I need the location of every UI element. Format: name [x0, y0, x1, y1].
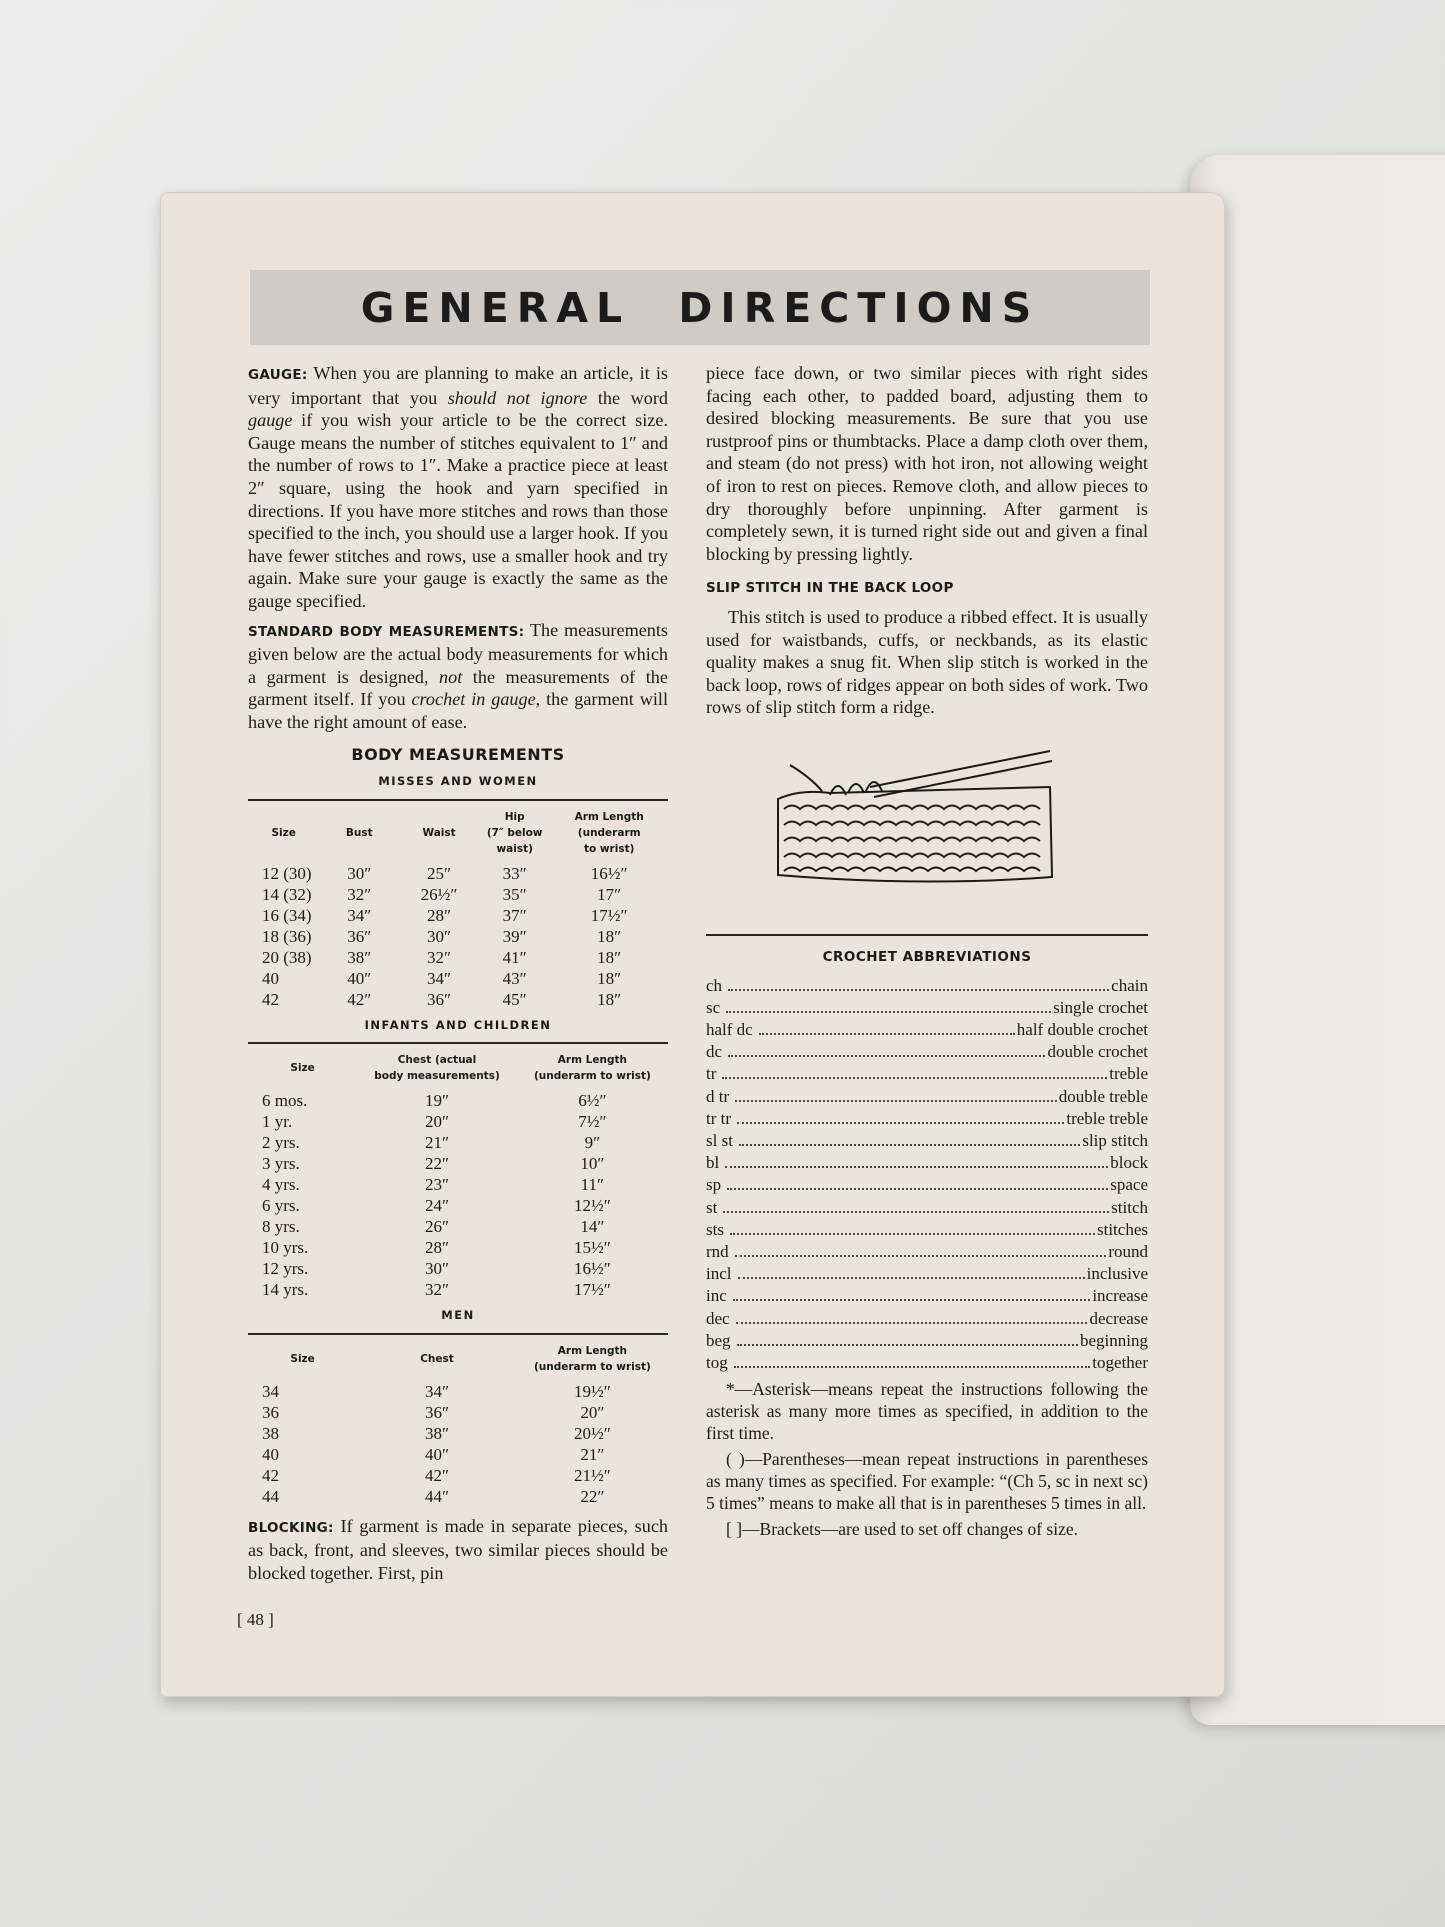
table-cell: 4 yrs. — [262, 1175, 300, 1195]
abbreviation-code: half dc — [706, 1019, 753, 1039]
table-cell: 44″ — [424, 1486, 450, 1506]
abbreviation-meaning: stitch — [1111, 1197, 1148, 1217]
table-row — [248, 1279, 668, 1300]
table-cell: 36″ — [424, 1402, 450, 1422]
dot-leader — [734, 1366, 1091, 1368]
page-title: GENERAL DIRECTIONS — [360, 283, 1040, 332]
abbreviation-meaning: round — [1108, 1241, 1148, 1261]
infants-measurements-table — [248, 1048, 668, 1300]
dot-leader — [728, 989, 1109, 991]
table-row — [248, 863, 668, 884]
dot-leader — [725, 1166, 1108, 1168]
abbreviation-code: dec — [706, 1308, 730, 1328]
abbreviation-code: beg — [706, 1330, 731, 1350]
slip-stitch-heading: SLIP STITCH IN THE BACK LOOP — [706, 580, 954, 597]
dot-leader — [737, 1122, 1064, 1124]
table-row — [248, 968, 668, 989]
dot-leader — [727, 1188, 1108, 1190]
abbreviation-code: st — [706, 1197, 718, 1217]
misses-header-waist: Waist — [422, 826, 456, 839]
table-row — [248, 1258, 668, 1279]
standard-emphasis-2: crochet in gauge, — [411, 689, 541, 710]
dot-leader — [735, 1255, 1107, 1257]
table-row — [248, 1486, 668, 1507]
table-cell: 41″ — [502, 947, 527, 967]
blocking-text-left: If garment is made in separate pieces, such as back, front, and sleeves, two similar pieces should be blocked together. First, pin — [248, 1515, 668, 1584]
gauge-emphasis-2: gauge — [248, 410, 293, 431]
abbreviation-meaning: increase — [1092, 1286, 1148, 1306]
table-cell: 14 (32) — [262, 884, 312, 904]
abbreviation-row — [706, 1308, 1148, 1330]
table-cell: 32″ — [347, 884, 372, 904]
hook-shaft-top — [870, 751, 1050, 787]
abbreviation-row — [706, 1063, 1148, 1085]
infants-header-chest: Chest (actual body measurements) — [374, 1054, 500, 1083]
table-row — [248, 1216, 668, 1237]
table-cell: 18″ — [597, 968, 622, 988]
table-row — [248, 1465, 668, 1486]
table-cell: 12½″ — [573, 1196, 611, 1216]
table-row — [248, 905, 668, 926]
abbreviation-row — [706, 997, 1148, 1019]
table-cell: 42 — [262, 989, 279, 1009]
standard-emphasis-1: not — [439, 666, 463, 687]
dot-leader — [736, 1322, 1088, 1324]
table-row — [248, 1423, 668, 1444]
table-cell: 19½″ — [573, 1381, 611, 1401]
dot-leader — [737, 1344, 1078, 1346]
table-cell: 16½″ — [590, 863, 628, 883]
table-cell: 40″ — [424, 1444, 450, 1464]
abbreviation-meaning: double crochet — [1047, 1042, 1148, 1062]
table-cell: 18 (36) — [262, 926, 312, 946]
ridge-row-1 — [784, 805, 1040, 809]
standard-text-2: the measurements of the garment itself. If you — [248, 666, 668, 710]
table-row — [248, 1111, 668, 1132]
ridge-row-3 — [784, 837, 1040, 841]
abbreviation-meaning: slip stitch — [1082, 1130, 1148, 1150]
table-cell: 10 yrs. — [262, 1238, 309, 1258]
facing-page-edge — [1190, 155, 1445, 1725]
abbreviation-row — [706, 1041, 1148, 1063]
abbreviation-meaning: stitches — [1097, 1219, 1148, 1239]
table-cell: 6 yrs. — [262, 1196, 300, 1216]
abbreviation-row — [706, 1330, 1148, 1352]
asterisk-note: *—Asterisk—means repeat the instructions following the asterisk as many more times as specified, in addition to the first time. — [706, 1379, 1148, 1444]
table-row — [248, 1132, 668, 1153]
table-cell: 23″ — [424, 1175, 450, 1195]
abbreviation-row — [706, 1019, 1148, 1041]
table-cell: 9″ — [584, 1133, 601, 1153]
abbreviation-row — [706, 1219, 1148, 1241]
fabric-outline — [778, 787, 1052, 882]
table-cell: 20″ — [424, 1112, 450, 1132]
men-header-size: Size — [290, 1352, 315, 1365]
table-cell: 20″ — [580, 1402, 605, 1422]
abbreviation-row — [706, 1174, 1148, 1196]
misses-header-hip: Hip (7″ below waist) — [486, 810, 543, 855]
table-cell: 25″ — [427, 863, 452, 883]
abbreviation-meaning: space — [1110, 1175, 1148, 1195]
table-cell: 28″ — [427, 905, 452, 925]
gauge-text-3: if you wish your article to be the correct size. Gauge means the number of stitches equivalent to 1″ and the number of rows to 1″. Make a practice piece at least 2″ square, using the hook and yarn specified in directions. If you have more stitches and rows than those specified to the inch, you should use a larger hook. If you have fewer stitches and rows, use a smaller hook and try again. Make sure your gauge is exactly the same as the gauge specified. — [248, 410, 668, 611]
gauge-text-2: the word — [587, 387, 669, 408]
misses-table-body — [248, 863, 668, 1010]
blocking-label: BLOCKING: — [248, 1519, 334, 1536]
table-row — [248, 1195, 668, 1216]
abbreviation-meaning: together — [1092, 1352, 1148, 1372]
dot-leader — [759, 1033, 1015, 1035]
abbreviation-row — [706, 1263, 1148, 1285]
men-header-row — [248, 1339, 668, 1381]
infants-header-size: Size — [290, 1062, 315, 1075]
table-cell: 20 (38) — [262, 947, 312, 967]
table-cell: 36″ — [427, 989, 452, 1009]
table-cell: 21″ — [424, 1133, 450, 1153]
table-cell: 22″ — [424, 1154, 450, 1174]
standard-measurements-paragraph — [248, 619, 668, 734]
dot-leader — [733, 1299, 1091, 1301]
abbreviation-row — [706, 1130, 1148, 1152]
abbreviation-row — [706, 1352, 1148, 1374]
page-number: [ 48 ] — [237, 1610, 274, 1629]
gauge-text-1: When you are planning to make an article, it is very important that you — [248, 363, 668, 408]
right-column — [706, 362, 1148, 1544]
blocking-continued-paragraph: piece face down, or two similar pieces with right sides facing each other, to padded board, adjusting them to desired blocking measurements. Be sure that you use rustproof pins or thumbtacks. Place a damp cloth over them, and steam (do not press) with hot iron, not allowing weight of iron to rest on pieces. Remove cloth, and allow pieces to dry thoroughly before unpinning. After garment is completely sewn, it is turned right side out and given a final blocking by pressing lightly. — [706, 363, 1148, 564]
table-row — [248, 1381, 668, 1402]
hook-shaft-bottom — [874, 761, 1052, 797]
abbreviation-meaning: inclusive — [1086, 1264, 1148, 1284]
table-cell: 15½″ — [573, 1238, 611, 1258]
table-cell: 39″ — [502, 926, 527, 946]
misses-table-subtitle: MISSES AND WOMEN — [248, 770, 668, 801]
table-cell: 16 (34) — [262, 905, 312, 925]
table-row — [248, 1153, 668, 1174]
men-header-arm-length: Arm Length (underarm to wrist) — [533, 1344, 651, 1373]
standard-measurements-label: STANDARD BODY MEASUREMENTS: — [248, 623, 525, 640]
men-table-subtitle: MEN — [248, 1304, 668, 1335]
gauge-label: GAUGE: — [248, 367, 308, 383]
table-cell: 26½″ — [420, 884, 458, 904]
abbreviations-list — [706, 975, 1148, 1375]
ridge-row-4 — [784, 853, 1040, 857]
table-cell: 34″ — [427, 968, 452, 988]
abbreviation-code: inc — [706, 1286, 727, 1306]
table-cell: 42 — [262, 1465, 279, 1485]
table-cell: 33″ — [502, 863, 527, 883]
abbreviation-row — [706, 1285, 1148, 1307]
table-cell: 18″ — [597, 926, 622, 946]
abbreviation-code: bl — [706, 1153, 720, 1173]
table-cell: 34″ — [424, 1381, 450, 1401]
yarn-strand — [790, 765, 822, 791]
table-cell: 16½″ — [573, 1259, 611, 1279]
table-cell: 24″ — [424, 1196, 450, 1216]
table-cell: 40″ — [347, 968, 372, 988]
abbreviation-row — [706, 1241, 1148, 1263]
table-cell: 40 — [262, 1444, 279, 1464]
table-cell: 36″ — [347, 926, 372, 946]
table-cell: 35″ — [502, 884, 527, 904]
gauge-emphasis-1: should not ignore — [447, 387, 588, 408]
table-cell: 17″ — [597, 884, 622, 904]
abbreviation-row — [706, 1086, 1148, 1108]
table-cell: 43″ — [502, 968, 527, 988]
booklet-page — [160, 192, 1225, 1697]
table-cell: 2 yrs. — [262, 1133, 300, 1153]
misses-measurements-table — [248, 805, 668, 1010]
table-cell: 40 — [262, 968, 279, 988]
table-cell: 1 yr. — [262, 1112, 293, 1132]
table-cell: 42″ — [424, 1465, 450, 1485]
standard-text-1: The measurements given below are the actual body measurements for which a garment is designed, — [248, 619, 669, 687]
table-cell: 28″ — [424, 1238, 450, 1258]
standard-text-3: the garment will have the right amount of ease. — [248, 689, 668, 732]
men-header-chest: Chest — [420, 1352, 454, 1365]
dot-leader — [730, 1233, 1095, 1235]
body-measurements-title: BODY MEASUREMENTS — [351, 744, 565, 764]
slip-stitch-illustration — [770, 747, 1060, 912]
table-cell: 19″ — [424, 1091, 450, 1111]
table-cell: 38″ — [347, 947, 372, 967]
table-cell: 21½″ — [573, 1465, 611, 1485]
slip-stitch-paragraph: This stitch is used to produce a ribbed effect. It is usually used for waistbands, cuffs, or neckbands, as its elastic quality makes a snug fit. When slip stitch is worked in the back loop, rows of ridges appear on both sides of work. Two rows of slip stitch form a ridge. — [706, 606, 1148, 718]
dot-leader — [723, 1211, 1109, 1213]
table-cell: 20½″ — [573, 1423, 611, 1443]
abbreviation-row — [706, 1152, 1148, 1174]
abbreviation-meaning: chain — [1111, 975, 1148, 995]
abbreviation-notes — [706, 1378, 1148, 1540]
dot-leader — [726, 1011, 1051, 1013]
table-cell: 10″ — [580, 1154, 605, 1174]
title-banner — [250, 270, 1150, 345]
abbreviation-meaning: decrease — [1089, 1308, 1148, 1328]
abbreviation-meaning: single crochet — [1053, 997, 1148, 1017]
infants-header-row — [248, 1048, 668, 1090]
abbreviations-title: CROCHET ABBREVIATIONS — [822, 948, 1032, 965]
table-cell: 32″ — [427, 947, 452, 967]
abbreviations-divider — [706, 934, 1148, 936]
abbreviation-code: ch — [706, 975, 723, 995]
table-cell: 7½″ — [578, 1112, 607, 1132]
abbreviation-meaning: beginning — [1080, 1330, 1148, 1350]
infants-table-body — [248, 1090, 668, 1300]
table-cell: 42″ — [347, 989, 372, 1009]
table-cell: 26″ — [424, 1217, 450, 1237]
table-cell: 14 yrs. — [262, 1280, 309, 1300]
table-row — [248, 1444, 668, 1465]
table-row — [248, 884, 668, 905]
misses-header-bust: Bust — [345, 826, 373, 839]
infants-table-subtitle: INFANTS AND CHILDREN — [248, 1014, 668, 1045]
abbreviation-row — [706, 1197, 1148, 1219]
table-cell: 37″ — [502, 905, 527, 925]
table-row — [248, 1174, 668, 1195]
table-row — [248, 1237, 668, 1258]
table-row — [248, 1090, 668, 1111]
gauge-paragraph — [248, 362, 668, 613]
table-cell: 21″ — [580, 1444, 605, 1464]
table-cell: 34″ — [347, 905, 372, 925]
abbreviation-meaning: half double crochet — [1016, 1019, 1148, 1039]
table-row — [248, 947, 668, 968]
table-cell: 12 yrs. — [262, 1259, 309, 1279]
table-cell: 30″ — [347, 863, 372, 883]
table-cell: 6½″ — [578, 1091, 607, 1111]
infants-header-arm-length: Arm Length (underarm to wrist) — [533, 1054, 651, 1083]
dot-leader — [739, 1144, 1080, 1146]
table-cell: 18″ — [597, 989, 622, 1009]
table-cell: 30″ — [424, 1259, 450, 1279]
abbreviation-code: incl — [706, 1264, 732, 1284]
misses-header-arm-length: Arm Length (underarm to wrist) — [574, 810, 644, 855]
abbreviation-meaning: double treble — [1058, 1086, 1148, 1106]
table-cell: 17½″ — [590, 905, 628, 925]
table-cell: 11″ — [580, 1175, 605, 1195]
abbreviation-code: dc — [706, 1042, 723, 1062]
table-cell: 38″ — [424, 1423, 450, 1443]
abbreviation-code: tog — [706, 1352, 728, 1372]
dot-leader — [738, 1277, 1085, 1279]
table-cell: 36 — [262, 1402, 279, 1422]
men-table-body — [248, 1381, 668, 1507]
table-cell: 14″ — [580, 1217, 605, 1237]
table-cell: 44 — [262, 1486, 279, 1506]
abbreviation-code: sts — [706, 1219, 724, 1239]
table-cell: 30″ — [427, 926, 452, 946]
parentheses-note: ( )—Parentheses—mean repeat instructions in parentheses as many times as specified. For example: “(Ch 5, sc in next sc) 5 times” means to make all that is in parentheses 5 times in all. — [706, 1449, 1148, 1514]
table-row — [248, 1402, 668, 1423]
misses-header-size: Size — [271, 826, 296, 839]
abbreviation-meaning: treble — [1109, 1064, 1148, 1084]
ridge-row-2 — [784, 821, 1040, 825]
abbreviation-code: tr tr — [706, 1108, 732, 1128]
table-cell: 34 — [262, 1381, 279, 1401]
abbreviation-code: sc — [706, 997, 721, 1017]
table-row — [248, 926, 668, 947]
table-row — [248, 989, 668, 1010]
dot-leader — [735, 1100, 1057, 1102]
men-measurements-table — [248, 1339, 668, 1507]
misses-header-row — [248, 805, 668, 863]
table-cell: 3 yrs. — [262, 1154, 300, 1174]
table-cell: 12 (30) — [262, 863, 312, 883]
abbreviation-row — [706, 1108, 1148, 1130]
table-cell: 6 mos. — [262, 1091, 308, 1111]
abbreviation-meaning: treble treble — [1066, 1108, 1148, 1128]
table-cell: 18″ — [597, 947, 622, 967]
table-cell: 8 yrs. — [262, 1217, 300, 1237]
abbreviation-code: tr — [706, 1064, 717, 1084]
left-column — [248, 362, 668, 1591]
table-cell: 32″ — [424, 1280, 450, 1300]
table-cell: 17½″ — [573, 1280, 611, 1300]
table-cell: 22″ — [580, 1486, 605, 1506]
brackets-note: [ ]—Brackets—are used to set off changes of size. — [726, 1519, 1078, 1540]
dot-leader — [722, 1077, 1107, 1079]
abbreviation-code: rnd — [706, 1241, 729, 1261]
table-cell: 45″ — [502, 989, 527, 1009]
dot-leader — [728, 1055, 1045, 1057]
abbreviation-code: sp — [706, 1175, 722, 1195]
abbreviation-meaning: block — [1110, 1153, 1148, 1173]
abbreviation-code: d tr — [706, 1086, 730, 1106]
abbreviation-row — [706, 975, 1148, 997]
ridge-row-5 — [784, 867, 1040, 871]
blocking-paragraph — [248, 1515, 668, 1585]
table-cell: 38 — [262, 1423, 279, 1443]
abbreviation-code: sl st — [706, 1130, 733, 1150]
